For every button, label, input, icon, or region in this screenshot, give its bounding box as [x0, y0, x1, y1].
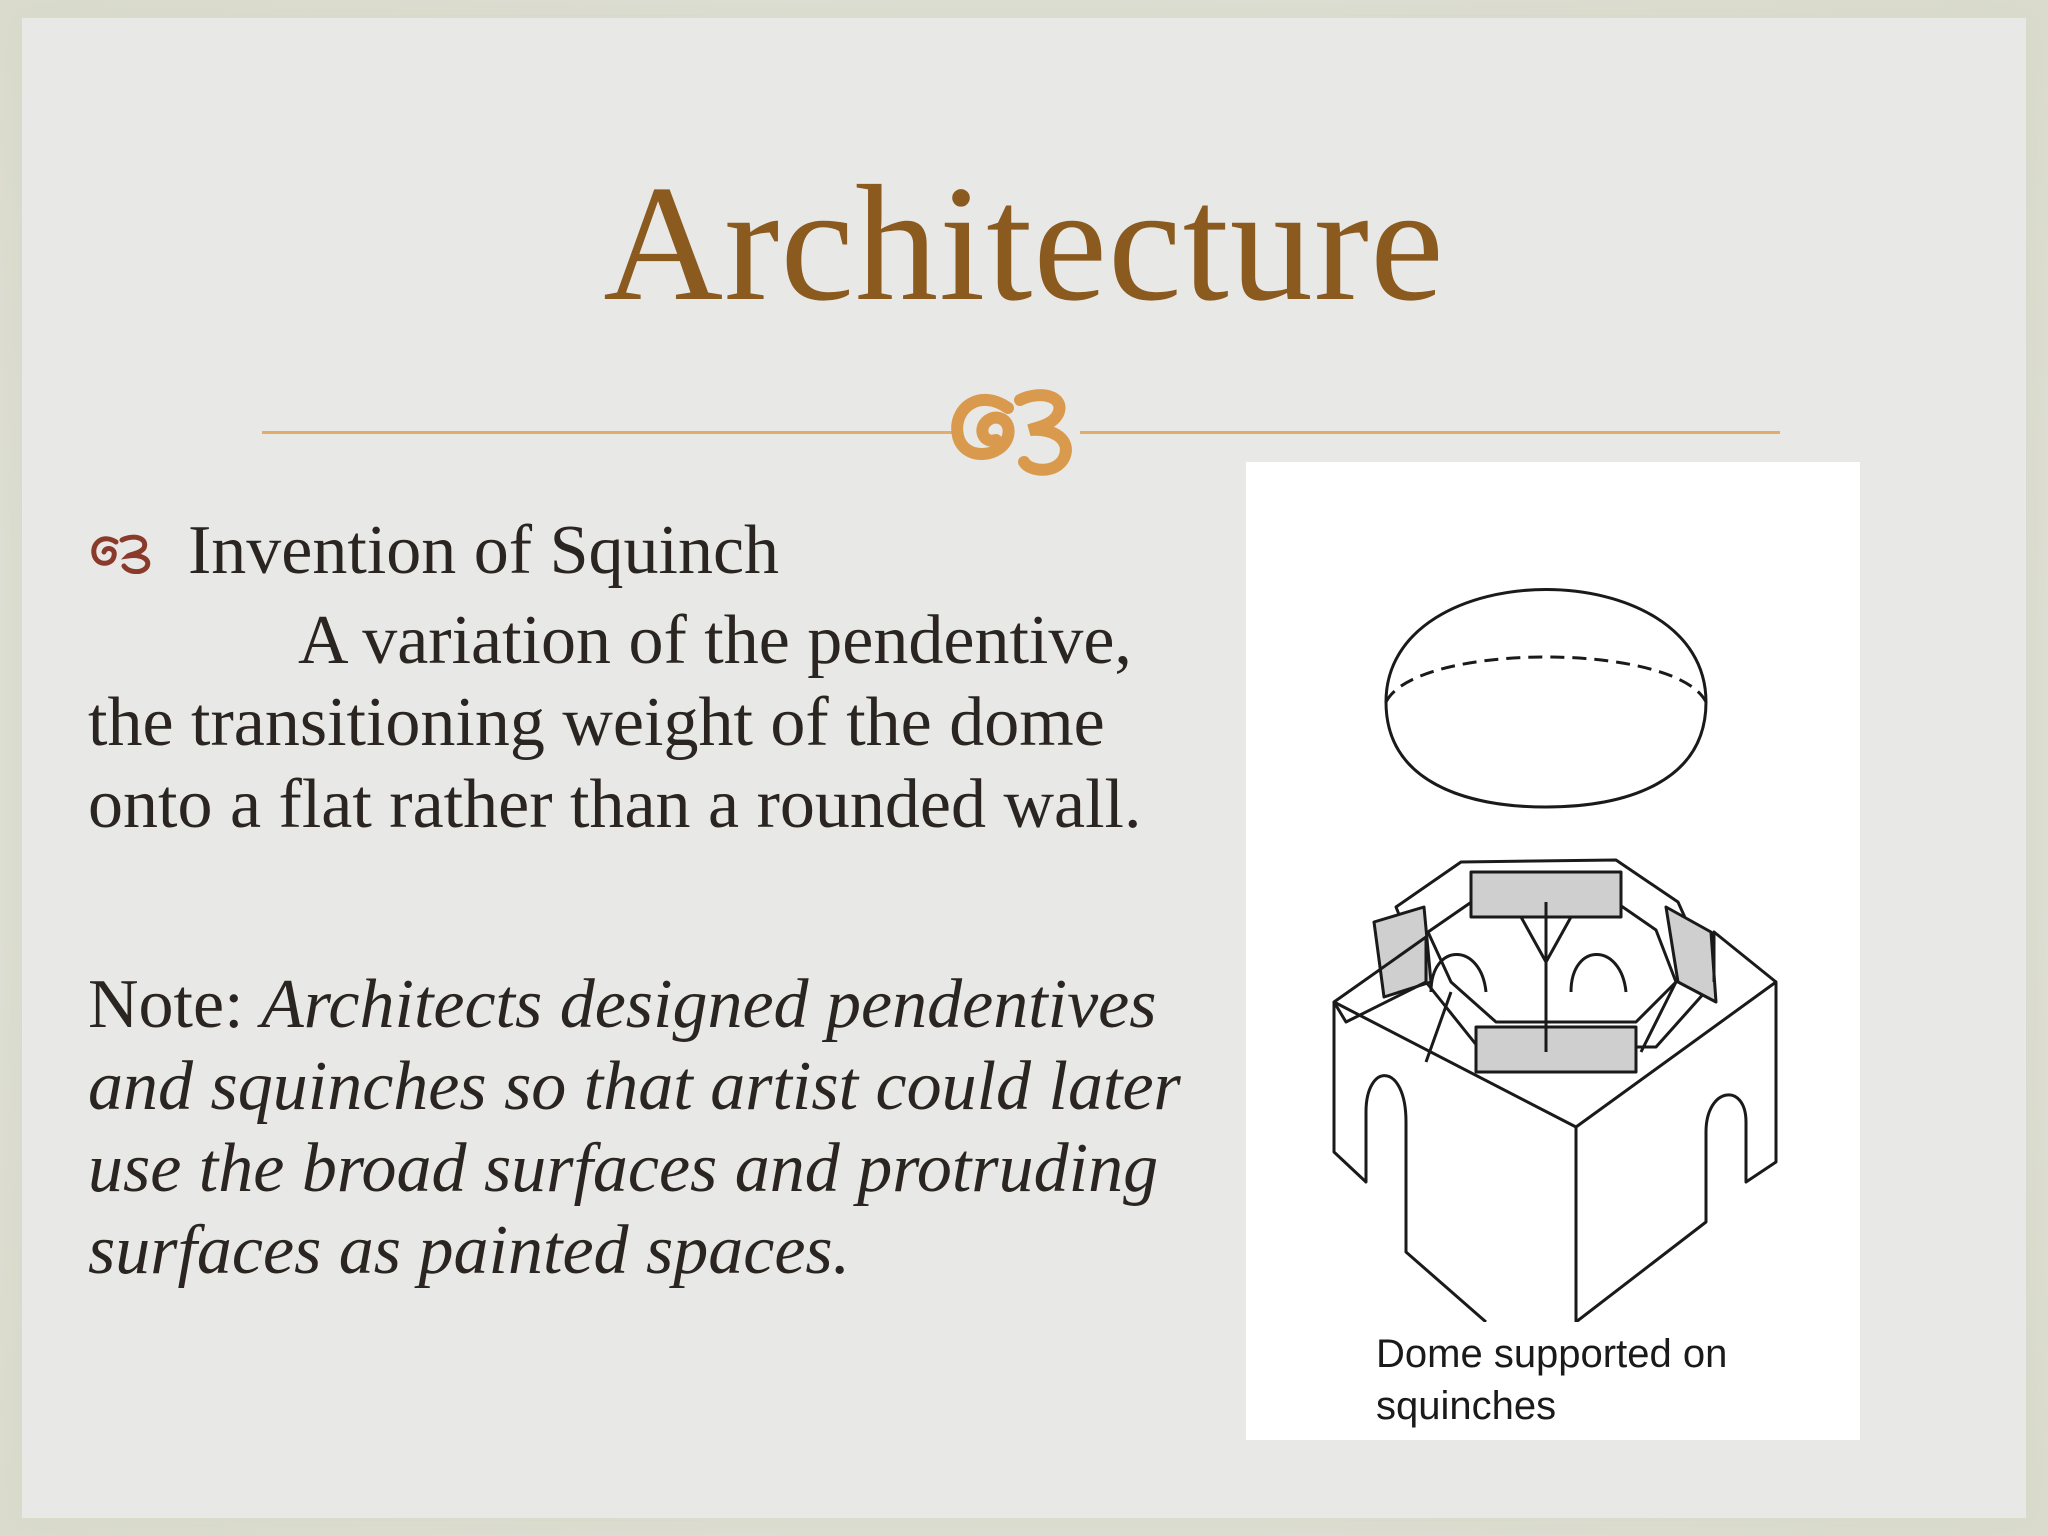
bullet-heading: Invention of Squinch [188, 512, 780, 589]
title-divider-right [1080, 431, 1780, 434]
title-divider-left [262, 431, 962, 434]
note-label: Note: [88, 966, 262, 1043]
dome-on-squinches-illustration [1246, 462, 1860, 1322]
bullet-body: A variation of the pendentive, the transitioning weight of the dome onto a flat rather than a rounded wall. [88, 602, 1142, 843]
slide-body [88, 510, 1208, 1292]
squinch-diagram [1246, 462, 1860, 1440]
note-text: Architects designed pendentives and squinches so that artist could later use the broad surfaces and protruding surfaces as painted spaces. [88, 966, 1181, 1289]
bullet-item [88, 510, 1208, 592]
flourish-bullet-icon [90, 530, 154, 574]
flourish-ornament-icon [950, 378, 1090, 478]
slide-title: Architecture [603, 151, 1445, 335]
note-paragraph [88, 964, 1208, 1292]
figure-caption: Dome supported on squinches [1376, 1332, 1728, 1428]
